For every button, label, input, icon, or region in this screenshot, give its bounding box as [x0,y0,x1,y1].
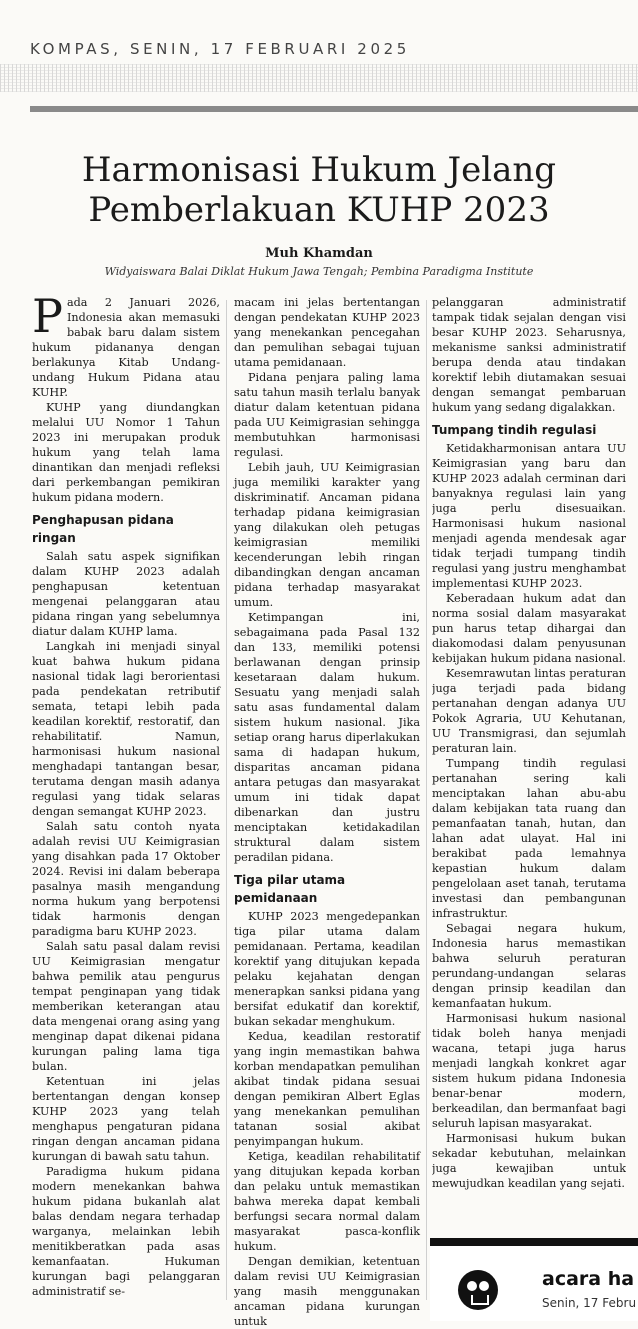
paragraph: Salah satu pasal dalam revisi UU Keimigrasian mengatur bahwa pemilik atau pengurus tempat penginapan yang tidak memberikan keterangan atau data mengenai orang asing yang menginap dapat dikenai pidana kurungan paling lama tiga bulan. [32,940,220,1073]
article-column-1 [32,289,220,1299]
paragraph: KUHP yang diundangkan melalui UU Nomor 1 Tahun 2023 ini merupakan produk hukum yang telah lama dinantikan dan menjadi refleksi dari perkembangan pemikiran hukum pidana modern. [32,401,220,504]
column-divider [226,300,227,1300]
paragraph: Tumpang tindih regulasi pertanahan sering kali menciptakan lahan abu-abu dalam kebijakan tata ruang dan pemanfaatan tanah, hutan, dan lahan adat ulayat. Hal ini berakibat pada lemahnya kepastian hukum dalam pengelolaan aset tanah, terutama investasi dan pembangunan infrastruktur. [432,757,626,920]
paragraph: Sebagai negara hukum, Indonesia harus memastikan bahwa seluruh peraturan perundang-undangan selaras dengan prinsip keadilan dan kemanfaatan hukum. [432,922,626,1010]
paragraph: Harmonisasi hukum bukan sekadar kebutuhan, melainkan juga kewajiban untuk mewujudkan keadilan yang sejati. [432,1132,626,1190]
camera-reel-icon [458,1270,498,1310]
paragraph: Ketiga, keadilan rehabilitatif yang ditujukan kepada korban dan pelaku untuk memastikan bahwa mereka dapat kembali berfungsi secara normal dalam masyarakat pasca-konflik hukum. [234,1150,420,1253]
paragraph: Salah satu contoh nyata adalah revisi UU Keimigrasian yang disahkan pada 17 Oktober 2024. Revisi ini dalam beberapa pasalnya masih mengandung norma hukum yang berpotensi tidak harmonis dengan paradigma baru KUHP 2023. [32,820,220,938]
headline-line-1: Harmonisasi Hukum Jelang [81,150,557,190]
paragraph: Paradigma hukum pidana modern menekankan bahwa hukum pidana bukanlah alat balas dendam negara terhadap warganya, melainkan lebih menitikberatkan pada asas kemanfaatan. Hukuman kurungan bagi pelanggaran administratif se- [32,1165,220,1298]
masthead-hatch-lines [0,64,638,92]
masthead: KOMPAS, SENIN, 17 FEBRUARI 2025 [30,40,410,58]
author-affiliation: Widyaiswara Balai Diklat Hukum Jawa Tengah; Pembina Paradigma Institute [104,265,534,278]
section-rule [30,106,638,112]
paragraph: Ketentuan ini jelas bertentangan dengan konsep KUHP 2023 yang telah menghapus pengaturan pidana ringan dengan ancaman pidana kurungan di bawah satu tahun. [32,1075,220,1163]
paragraph: Lebih jauh, UU Keimigrasian juga memiliki karakter yang diskriminatif. Ancaman pidana terhadap pidana keimigrasian yang dilakukan oleh petugas keimigrasian memiliki kecenderungan lebih ringan dibandingkan dengan ancaman pidana terhadap masyarakat umum. [234,461,420,609]
paragraph: Pidana penjara paling lama satu tahun masih terlalu banyak diatur dalam ketentuan pidana pada UU Keimigrasian sehingga membutuhkan harmonisasi regulasi. [234,371,420,459]
paragraph: Harmonisasi hukum nasional tidak boleh hanya menjadi wacana, tetapi juga harus menjadi langkah konkret agar sistem hukum pidana Indonesia benar-benar modern, berkeadilan, dan bermanfaat bagi seluruh lapisan masyarakat. [432,1012,626,1130]
author-name: Muh Khamdan [265,246,373,261]
subheading: Tumpang tindih regulasi [432,423,597,437]
article-column-3 [432,295,626,1225]
drop-cap: P [32,289,63,343]
paragraph: Langkah ini menjadi sinyal kuat bahwa hukum pidana nasional tidak lagi berorientasi pada pendekatan retributif semata, tetapi lebih pada keadilan korektif, restoratif, dan rehabilitatif. Namun, harmonisasi hukum nasional menghadapi tantangan besar, terutama dengan masih adanya regulasi yang tidak selaras dengan semangat KUHP 2023. [32,640,220,818]
paragraph: macam ini jelas bertentangan dengan pendekatan KUHP 2023 yang menekankan pencegahan dan pemulihan sebagai tujuan utama pemidanaan. [234,296,420,369]
ad-banner[interactable] [430,1238,638,1321]
paragraph: Dengan demikian, ketentuan dalam revisi UU Keimigrasian yang masih menggunakan ancaman pidana kurungan untuk [234,1255,420,1328]
subheading: Tiga pilar utama pemidanaan [234,873,346,905]
paragraph: Ketimpangan ini, sebagaimana pada Pasal 132 dan 133, memiliki potensi berlawanan dengan prinsip kesetaraan dalam hukum. Sesuatu yang menjadi salah satu asas fundamental dalam sistem hukum nasional. Jika setiap orang harus diperlakukan sama di hadapan hukum, disparitas ancaman pidana antara petugas dan masyarakat umum ini tidak dapat dibenarkan dan justru menciptakan ketidakadilan struktural dalam sistem peradilan pidana. [234,611,420,864]
paragraph: KUHP 2023 mengedepankan tiga pilar utama dalam pemidanaan. Pertama, keadilan korektif yang ditujukan kepada pelaku kejahatan dengan menerapkan sanksi pidana yang bersifat edukatif dan korektif, bukan sekadar menghukum. [234,910,420,1028]
paragraph: pelanggaran administratif tampak tidak sejalan dengan visi besar KUHP 2023. Seharusnya, mekanisme sanksi administratif berupa denda atau tindakan korektif lebih diutamakan sesuai dengan semangat pembaruan hukum yang sedang digalakkan. [432,296,626,414]
ad-title: acara ha [542,1268,635,1290]
article-headline [0,150,638,230]
paragraph: Salah satu aspek signifikan dalam KUHP 2023 adalah penghapusan ketentuan mengenai pelanggaran atau pidana ringan yang sebelumnya diatur dalam KUHP lama. [32,550,220,638]
ad-date: Senin, 17 Febru [542,1296,637,1310]
paragraph: Ketidakharmonisan antara UU Keimigrasian yang baru dan KUHP 2023 adalah cerminan dari banyaknya regulasi lain yang juga perlu disesuaikan. Harmonisasi hukum nasional menjadi agenda mendesak agar tidak terjadi tumpang tindih regulasi yang justru menghambat implementasi KUHP 2023. [432,442,626,590]
paragraph: Kedua, keadilan restoratif yang ingin memastikan bahwa korban mendapatkan pemulihan akibat tindak pidana sesuai dengan pemikiran Albert Eglas yang menekankan pemulihan tatanan sosial akibat penyimpangan hukum. [234,1030,420,1148]
paragraph: Kesemrawutan lintas peraturan juga terjadi pada bidang pertanahan dengan adanya UU Pokok Agraria, UU Kehutanan, UU Transmigrasi, dan sejumlah peraturan lain. [432,667,626,755]
column-divider [426,300,427,1300]
paragraph: Pada 2 Januari 2026, Indonesia akan memasuki babak baru dalam sistem hukum pidananya dengan berlakunya Kitab Undang-undang Hukum Pidana atau KUHP. [32,289,220,399]
subheading: Penghapusan pidana ringan [32,513,174,545]
headline-line-2: Pemberlakuan KUHP 2023 [88,190,550,230]
paragraph: Keberadaan hukum adat dan norma sosial dalam masyarakat pun harus tetap dihargai dan diakomodasi dalam penyusunan kebijakan hukum pidana nasional. [432,592,626,665]
article-column-2 [234,295,420,1329]
